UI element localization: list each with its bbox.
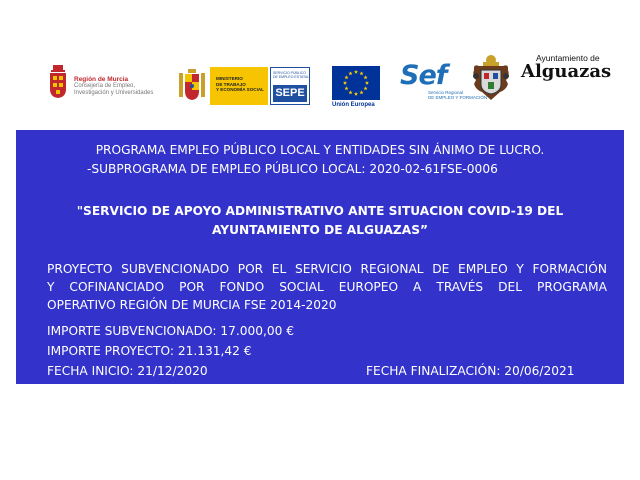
ayuntamiento-alguazas-logo (470, 50, 620, 110)
sef-sub-line1: Servicio Regional (428, 90, 464, 95)
region-murcia-logo (48, 65, 168, 105)
proyecto-line1: PROYECTO SUBVENCIONADO POR EL SERVICIO REGIONAL DE EMPLEO Y FORMACIÓN (47, 262, 607, 276)
sepe-small-line2: DE EMPLEO ESTATAL (273, 75, 310, 79)
sef-wordmark: Sef (400, 60, 447, 91)
sepe-wordmark: SEPE (273, 85, 307, 102)
subsidy-notice-panel (16, 130, 624, 384)
eu-label: Unión Europea (332, 102, 375, 108)
logo-strip (0, 0, 640, 130)
murcia-line3: Investigación y Universidades (74, 90, 154, 96)
ministerio-line3: Y ECONOMÍA SOCIAL (216, 87, 264, 92)
sef-sub-line2: DE EMPLEO Y FORMACIÓN (428, 95, 488, 100)
eu-flag-icon (332, 66, 380, 100)
importe-proyecto: IMPORTE PROYECTO: 21.131,42 € (47, 344, 252, 358)
sef-logo (398, 60, 488, 108)
fecha-inicio: FECHA INICIO: 21/12/2020 (47, 364, 208, 378)
subprograma-line: -SUBPROGRAMA DE EMPLEO PÚBLICO LOCAL: 2020-02-61FSE-0006 (87, 162, 498, 176)
alguazas-crest-icon (470, 54, 512, 104)
alguazas-line1: Ayuntamiento de (536, 53, 600, 63)
proyecto-line3: OPERATIVO REGIÓN DE MURCIA FSE 2014-2020 (47, 298, 337, 312)
importe-subvencionado: IMPORTE SUBVENCIONADO: 17.000,00 € (47, 324, 294, 338)
ministerio-line1: MINISTERIO (216, 76, 243, 81)
murcia-shield-icon (48, 65, 68, 99)
spain-coat-of-arms-icon (178, 69, 206, 103)
murcia-line2: Consejería de Empleo, (74, 83, 136, 89)
sepe-small-line1: SERVICIO PÚBLICO (273, 71, 307, 75)
ministerio-band (210, 67, 268, 105)
proyecto-line2: Y COFINANCIADO POR FONDO SOCIAL EUROPEO A TRAVÉS DEL PROGRAMA (47, 280, 607, 294)
fecha-finalizacion: FECHA FINALIZACIÓN: 20/06/2021 (366, 364, 575, 378)
ministerio-text (216, 76, 264, 93)
project-title-line1: "SERVICIO DE APOYO ADMINISTRATIVO ANTE SITUACION COVID-19 DEL (76, 204, 564, 218)
union-europea-logo (332, 66, 380, 110)
alguazas-line2: Alguazas (521, 61, 612, 82)
sepe-subtitle (273, 71, 309, 79)
ministerio-sepe-logo (178, 67, 310, 105)
project-title-line2: AYUNTAMIENTO DE ALGUAZAS” (212, 223, 428, 237)
ministerio-line2: DE TRABAJO (216, 81, 246, 87)
programa-line: PROGRAMA EMPLEO PÚBLICO LOCAL Y ENTIDADES SIN ÁNIMO DE LUCRO. (95, 143, 545, 157)
murcia-text (74, 76, 153, 97)
sepe-logo (270, 67, 310, 105)
murcia-name: Región de Murcia (74, 76, 129, 83)
